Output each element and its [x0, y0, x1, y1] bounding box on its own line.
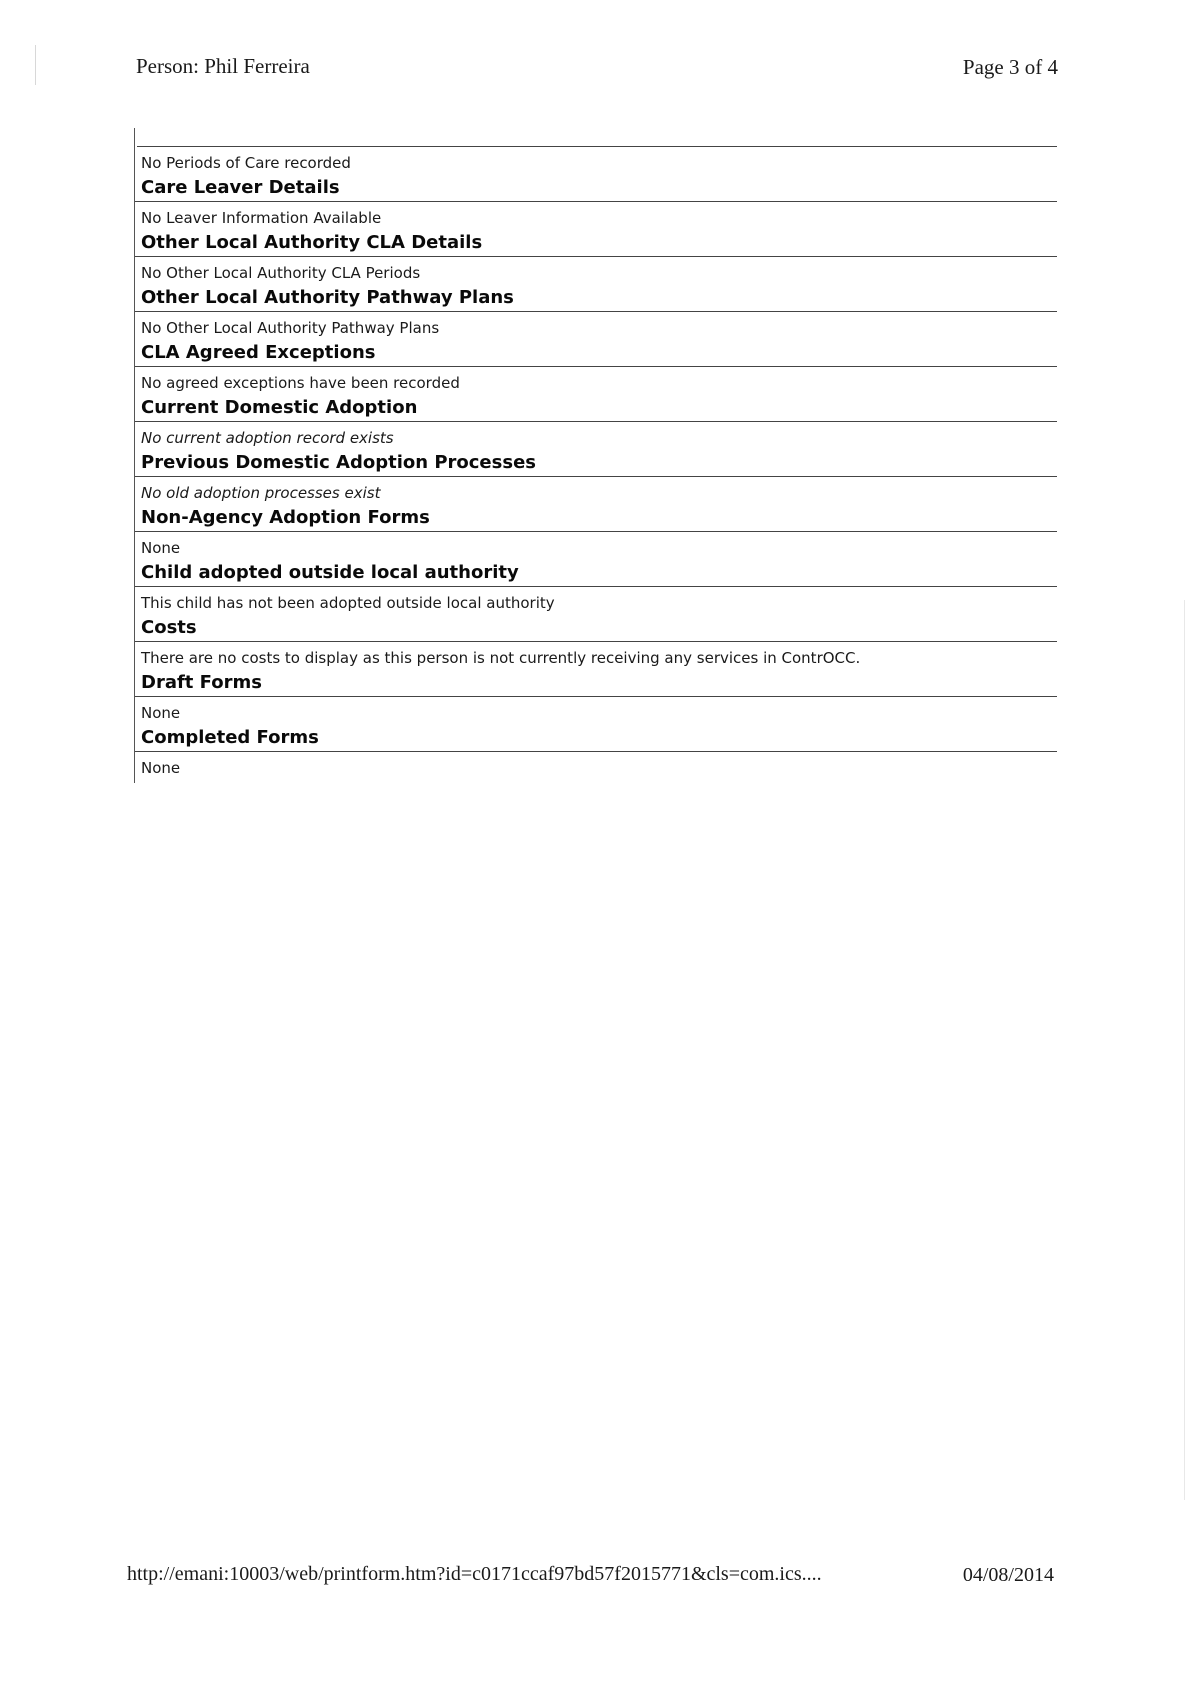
section-body-current-adoption: No current adoption record exists	[141, 429, 394, 447]
section-body-completed-forms: None	[141, 759, 181, 777]
section-body-other-la-cla: No Other Local Authority CLA Periods	[141, 264, 421, 282]
section-body-costs: There are no costs to display as this person is not currently receiving any services in ContrOCC.	[141, 649, 861, 667]
person-name-header: Person: Phil Ferreira	[136, 54, 310, 78]
section-title-other-la-cla: Other Local Authority CLA Details	[135, 229, 1057, 257]
section-title-costs: Costs	[135, 614, 1057, 642]
section-title-cla-exceptions: CLA Agreed Exceptions	[135, 339, 1057, 367]
scan-edge-mark	[35, 45, 36, 85]
section-body-draft-forms: None	[141, 704, 181, 722]
page-number: Page 3 of 4	[962, 55, 1058, 79]
section-title-adopted-outside-la: Child adopted outside local authority	[135, 559, 1057, 587]
section-body-care-leaver: No Leaver Information Available	[141, 209, 382, 227]
print-date: 04/08/2014	[962, 1564, 1054, 1586]
record-sections	[134, 128, 1057, 783]
section-title-completed-forms: Completed Forms	[135, 724, 1057, 752]
section-body-non-agency-adoption: None	[141, 539, 181, 557]
section-title-draft-forms: Draft Forms	[135, 669, 1057, 697]
section-body-cla-exceptions: No agreed exceptions have been recorded	[141, 374, 460, 392]
top-rule	[137, 128, 1057, 147]
section-title-non-agency-adoption: Non-Agency Adoption Forms	[135, 504, 1057, 532]
section-title-current-adoption: Current Domestic Adoption	[135, 394, 1057, 422]
section-body-adopted-outside-la: This child has not been adopted outside local authority	[141, 594, 555, 612]
section-body-other-la-pathway: No Other Local Authority Pathway Plans	[141, 319, 440, 337]
scan-edge-mark-right	[1184, 600, 1185, 1500]
section-title-other-la-pathway: Other Local Authority Pathway Plans	[135, 284, 1057, 312]
section-title-care-leaver: Care Leaver Details	[135, 174, 1057, 202]
section-title-previous-adoption: Previous Domestic Adoption Processes	[135, 449, 1057, 477]
print-url: http://emani:10003/web/printform.htm?id=c0171ccaf97bd57f2015771&cls=com.ics....	[127, 1563, 822, 1585]
section-body-previous-adoption: No old adoption processes exist	[141, 484, 381, 502]
periods-of-care-text: No Periods of Care recorded	[141, 154, 351, 172]
